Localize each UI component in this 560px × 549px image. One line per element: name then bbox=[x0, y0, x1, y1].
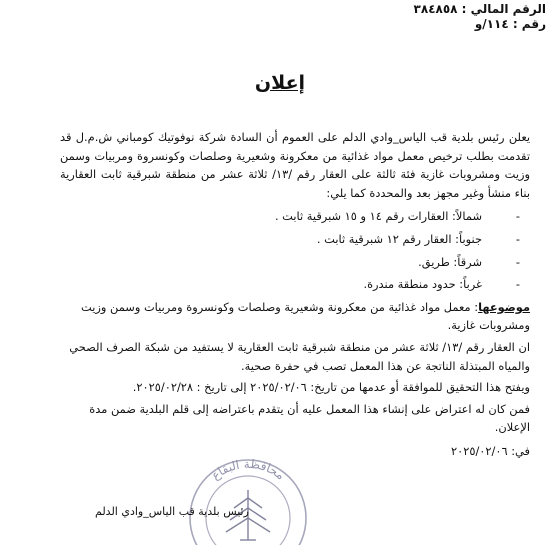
official-stamp bbox=[180, 448, 310, 545]
announcement-date: في: ٢٠٢٥/٠٢/٠٦ bbox=[450, 443, 530, 458]
list-dash: - bbox=[515, 254, 520, 269]
intro-paragraph: يعلن رئيس بلدية قب الياس_وادي الدلم على العموم أن السادة شركة نوفوتيك كومباني ش.م.ل قد تقدمت بطلب ترخيص معمل مواد غذائية من معكرونة وشعيرية وصلصات وكونسروة ومربيات وسمن وزيت ومشروبات غازية فئة ثالثة على العقار رقم /١٣/ ثلاثة عشر من منطقة شبرقية ثابت العقارية بناء منشأ وغير مجهز بعد والمحددة كما يلي: bbox=[60, 130, 530, 200]
list-item bbox=[60, 253, 530, 272]
list-dash: - bbox=[515, 277, 520, 292]
boundary-east: شرقاً: طريق. bbox=[418, 254, 482, 269]
subject-label: موضوعها bbox=[478, 299, 530, 314]
stamp-ring-text: محافظة البقاع bbox=[208, 456, 288, 483]
inquiry-paragraph: ويفتح هذا التحقيق للموافقة أو عدمها من تاريخ: ٢٠٢٥/٠٢/٠٦ إلى تاريخ : ٢٠٢٥/٠٢/٢٨. bbox=[132, 380, 530, 395]
announcement-body bbox=[60, 128, 530, 461]
boundaries-list bbox=[60, 207, 530, 293]
announcement-title: إعلان bbox=[254, 72, 306, 94]
list-item bbox=[60, 275, 530, 294]
svg-text:محافظة البقاع bbox=[209, 457, 288, 483]
list-dash: - bbox=[515, 209, 520, 224]
list-item bbox=[60, 230, 530, 249]
stamp-seal-icon bbox=[180, 448, 310, 545]
sewage-paragraph: ان العقار رقم /١٣/ ثلاثة عشر من منطقة شبرقية ثابت العقارية لا يستفيد من شبكة الصرف الصحي والمياه المبتذلة الناتجة عن هذا المعمل تصب في حفرة صحية. bbox=[69, 339, 530, 373]
subject-paragraph bbox=[60, 298, 530, 335]
list-dash: - bbox=[515, 231, 520, 246]
boundary-south: جنوباً: العقار رقم ١٢ شبرقية ثابت . bbox=[316, 231, 482, 246]
ref-number: الرقم المالي : ٣٨٤٨٥٨ bbox=[413, 2, 546, 16]
boundary-north: شمالاً: العقارات رقم ١٤ و ١٥ شبرقية ثابت . bbox=[274, 209, 482, 224]
objection-paragraph: فمن كان له اعتراض على إنشاء هذا المعمل عليه أن يتقدم باعتراضه إلى قلم البلدية ضمن مدة الإعلان. bbox=[89, 401, 530, 435]
document-number: رقم : ١١٤/و bbox=[474, 17, 546, 31]
boundary-west: غرباً: حدود منطقة مندرة. bbox=[363, 277, 482, 292]
signature-line: رئيس بلدية قب الياس_وادي الدلم bbox=[95, 505, 249, 518]
list-item bbox=[60, 207, 530, 226]
subject-text: : معمل مواد غذائية من معكرونة وشعيرية وصلصات وكونسروة ومربيات وسمن وزيت ومشروبات غازية. bbox=[81, 299, 530, 333]
